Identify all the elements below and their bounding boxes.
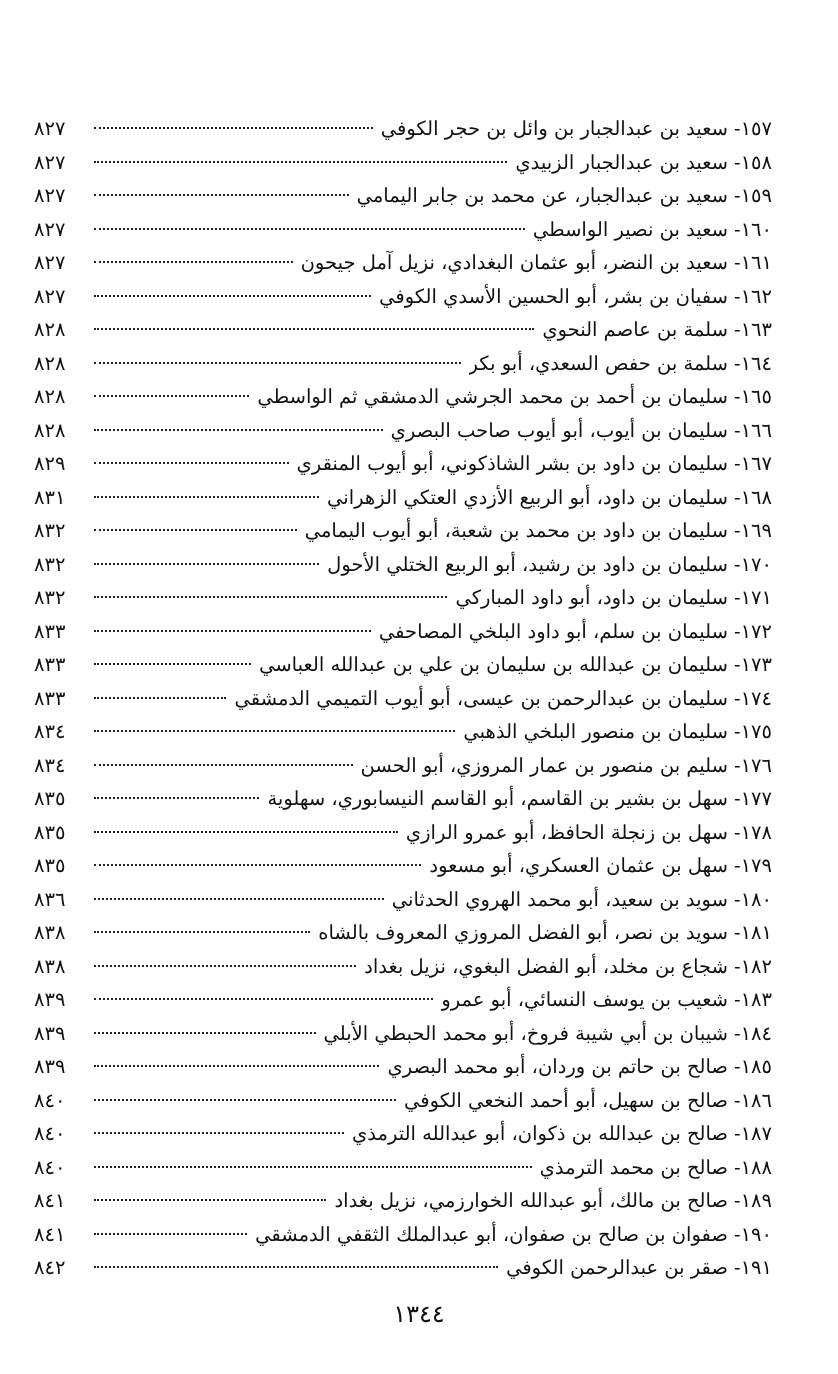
entry-number: ١٨٧- bbox=[733, 1122, 772, 1145]
dot-leader bbox=[94, 295, 371, 297]
toc-entry bbox=[34, 313, 772, 347]
entry-page-number: ٨٣٦ bbox=[34, 887, 66, 911]
entry-number: ١٦٢- bbox=[733, 284, 772, 308]
dot-leader bbox=[94, 630, 371, 632]
toc-entry bbox=[34, 782, 772, 816]
dot-leader bbox=[94, 596, 447, 598]
entry-number: ١٨٣- bbox=[733, 988, 772, 1011]
dot-leader bbox=[94, 462, 289, 464]
toc-entry bbox=[34, 213, 772, 247]
entry-page-number: ٨٢٧ bbox=[34, 284, 66, 308]
dot-leader bbox=[94, 1233, 247, 1235]
entry-page-number: ٨٤٠ bbox=[34, 1155, 66, 1179]
toc-entry bbox=[34, 615, 772, 649]
entry-number: ١٧٥- bbox=[733, 720, 772, 743]
toc-entry bbox=[34, 849, 772, 883]
entry-title: سعيد بن النضر، أبو عثمان البغدادي، نزيل آمل جيحون bbox=[300, 251, 728, 274]
dot-leader bbox=[94, 998, 433, 1000]
entry-number: ١٧٤- bbox=[733, 686, 772, 710]
page-number: ١٣٤٤ bbox=[393, 1300, 445, 1328]
toc-entry bbox=[34, 179, 772, 213]
entry-title: سليمان بن سلم، أبو داود البلخي المصاحفي bbox=[378, 619, 728, 643]
dot-leader bbox=[94, 328, 534, 330]
entry-page-number: ٨٣٣ bbox=[34, 653, 66, 676]
toc-entry bbox=[34, 983, 772, 1017]
entry-title: صالح بن حاتم بن وردان، أبو محمد البصري bbox=[387, 1055, 728, 1078]
toc-entry bbox=[34, 950, 772, 984]
entry-title: سليمان بن داود، أبو داود المباركي bbox=[455, 586, 728, 609]
dot-leader bbox=[94, 1266, 498, 1268]
toc-entry bbox=[34, 1218, 772, 1252]
toc-entry bbox=[34, 1251, 772, 1285]
entry-title: صالح بن سهيل، أبو أحمد النخعي الكوفي bbox=[404, 1088, 728, 1112]
entry-number: ١٨٤- bbox=[733, 1021, 772, 1045]
toc-entry bbox=[34, 246, 772, 280]
entry-page-number: ٨٣٣ bbox=[34, 619, 66, 643]
entry-title: سعيد بن نصير الواسطي bbox=[532, 217, 728, 241]
dot-leader bbox=[94, 529, 297, 531]
dot-leader bbox=[94, 1065, 379, 1067]
entry-page-number: ٨٣٢ bbox=[34, 552, 66, 576]
entry-page-number: ٨٢٧ bbox=[34, 251, 66, 274]
toc-entry bbox=[34, 715, 772, 749]
entry-number: ١٦٣- bbox=[733, 318, 772, 341]
toc-entry bbox=[34, 883, 772, 917]
toc-entry bbox=[34, 916, 772, 950]
entry-number: ١٨٦- bbox=[733, 1088, 772, 1112]
entry-number: ١٩٠- bbox=[733, 1222, 772, 1246]
entry-page-number: ٨٣٢ bbox=[34, 519, 66, 542]
toc-entry bbox=[34, 414, 772, 448]
dot-leader bbox=[94, 395, 249, 397]
toc-entry bbox=[34, 514, 772, 548]
entry-title: سويد بن سعيد، أبو محمد الهروي الحدثاني bbox=[391, 887, 728, 911]
entry-page-number: ٨٣٥ bbox=[34, 787, 66, 810]
entry-title: سلمة بن عاصم النحوي bbox=[542, 318, 728, 341]
entry-page-number: ٨٣٩ bbox=[34, 1021, 66, 1045]
entry-page-number: ٨٣٩ bbox=[34, 988, 66, 1011]
dot-leader bbox=[94, 261, 293, 263]
toc-entry bbox=[34, 380, 772, 414]
table-of-contents bbox=[34, 112, 772, 1285]
toc-entry bbox=[34, 1117, 772, 1151]
entry-title: صفوان بن صالح بن صفوان، أبو عبدالملك الثقفي الدمشقي bbox=[255, 1222, 728, 1246]
dot-leader bbox=[94, 1199, 326, 1201]
entry-title: سليم بن منصور بن عمار المروزي، أبو الحسن bbox=[360, 753, 728, 777]
entry-number: ١٥٧- bbox=[733, 117, 772, 140]
entry-number: ١٧٠- bbox=[733, 552, 772, 576]
entry-page-number: ٨٣٥ bbox=[34, 854, 66, 877]
toc-entry bbox=[34, 481, 772, 515]
entry-page-number: ٨٣٨ bbox=[34, 921, 66, 944]
entry-page-number: ٨٤١ bbox=[34, 1189, 66, 1212]
entry-title: سهل بن عثمان العسكري، أبو مسعود bbox=[429, 854, 728, 877]
toc-entry bbox=[34, 749, 772, 783]
dot-leader bbox=[94, 362, 461, 364]
entry-number: ١٨٥- bbox=[733, 1055, 772, 1078]
toc-entry bbox=[34, 581, 772, 615]
entry-number: ١٦٥- bbox=[733, 385, 772, 408]
toc-entry bbox=[34, 1017, 772, 1051]
toc-entry bbox=[34, 347, 772, 381]
entry-title: سليمان بن منصور البلخي الذهبي bbox=[463, 720, 728, 743]
entry-number: ١٨٢- bbox=[733, 954, 772, 978]
toc-entry bbox=[34, 682, 772, 716]
entry-title: سليمان بن أيوب، أبو أيوب صاحب البصري bbox=[390, 418, 728, 442]
entry-page-number: ٨٣٨ bbox=[34, 954, 66, 978]
toc-entry bbox=[34, 816, 772, 850]
entry-page-number: ٨٢٧ bbox=[34, 150, 66, 174]
entry-page-number: ٨٢٨ bbox=[34, 385, 66, 408]
entry-title: سهل بن زنجلة الحافظ، أبو عمرو الرازي bbox=[405, 820, 728, 844]
entry-title: سليمان بن داود، أبو الربيع الأزدي العتكي الزهراني bbox=[327, 485, 728, 509]
dot-leader bbox=[94, 1132, 344, 1134]
entry-title: سعيد بن عبدالجبار بن وائل بن حجر الكوفي bbox=[380, 117, 728, 140]
entry-page-number: ٨٢٧ bbox=[34, 117, 66, 140]
toc-entry bbox=[34, 280, 772, 314]
entry-page-number: ٨٢٩ bbox=[34, 452, 66, 475]
entry-page-number: ٨٢٨ bbox=[34, 318, 66, 341]
entry-number: ١٦٩- bbox=[733, 519, 772, 542]
dot-leader bbox=[94, 496, 319, 498]
entry-number: ١٦٤- bbox=[733, 351, 772, 375]
entry-title: سعيد بن عبدالجبار، عن محمد بن جابر اليمامي bbox=[356, 184, 728, 207]
entry-number: ١٩١- bbox=[733, 1256, 772, 1279]
entry-number: ١٥٨- bbox=[733, 150, 772, 174]
entry-number: ١٧٢- bbox=[733, 619, 772, 643]
entry-title: سليمان بن عبدالله بن سليمان بن علي بن عبدالله العباسي bbox=[259, 653, 728, 676]
toc-entry bbox=[34, 1184, 772, 1218]
dot-leader bbox=[94, 563, 319, 565]
entry-page-number: ٨٤١ bbox=[34, 1222, 66, 1246]
toc-entry bbox=[34, 1050, 772, 1084]
dot-leader bbox=[94, 898, 384, 900]
entry-number: ١٨١- bbox=[733, 921, 772, 944]
toc-entry bbox=[34, 447, 772, 481]
dot-leader bbox=[94, 965, 356, 967]
entry-page-number: ٨٤٠ bbox=[34, 1088, 66, 1112]
toc-entry bbox=[34, 548, 772, 582]
entry-title: سويد بن نصر، أبو الفضل المروزي المعروف بالشاه bbox=[318, 921, 728, 944]
entry-title: سلمة بن حفص السعدي، أبو بكر bbox=[468, 351, 728, 375]
entry-title: صالح بن مالك، أبو عبدالله الخوارزمي، نزيل بغداد bbox=[334, 1189, 728, 1212]
entry-number: ١٧٨- bbox=[733, 820, 772, 844]
entry-page-number: ٨٢٧ bbox=[34, 217, 66, 241]
entry-title: سليمان بن عبدالرحمن بن عيسى، أبو أيوب التميمي الدمشقي bbox=[234, 686, 728, 710]
dot-leader bbox=[94, 831, 398, 833]
entry-title: سليمان بن داود بن بشر الشاذكوني، أبو أيوب المنقري bbox=[296, 452, 728, 475]
entry-page-number: ٨٢٧ bbox=[34, 184, 66, 207]
entry-page-number: ٨٣١ bbox=[34, 485, 66, 509]
toc-entry bbox=[34, 146, 772, 180]
entry-title: سفيان بن بشر، أبو الحسين الأسدي الكوفي bbox=[379, 284, 728, 308]
entry-title: سعيد بن عبدالجبار الزبيدي bbox=[515, 150, 728, 174]
entry-title: شجاع بن مخلد، أبو الفضل البغوي، نزيل بغداد bbox=[364, 954, 728, 978]
entry-page-number: ٨٢٨ bbox=[34, 351, 66, 375]
entry-number: ١٧٧- bbox=[733, 787, 772, 810]
entry-page-number: ٨٣٤ bbox=[34, 753, 66, 777]
dot-leader bbox=[94, 194, 349, 196]
entry-title: صقر بن عبدالرحمن الكوفي bbox=[506, 1256, 728, 1279]
dot-leader bbox=[94, 1166, 532, 1168]
toc-entry bbox=[34, 648, 772, 682]
entry-page-number: ٨٤٠ bbox=[34, 1122, 66, 1145]
entry-title: سليمان بن داود بن محمد بن شعبة، أبو أيوب اليمامي bbox=[304, 519, 728, 542]
entry-number: ١٦٨- bbox=[733, 485, 772, 509]
entry-title: صالح بن عبدالله بن ذكوان، أبو عبدالله الترمذي bbox=[352, 1122, 728, 1145]
toc-entry bbox=[34, 1084, 772, 1118]
dot-leader bbox=[94, 1099, 396, 1101]
dot-leader bbox=[94, 764, 353, 766]
entry-page-number: ٨٣٤ bbox=[34, 720, 66, 743]
entry-number: ١٦٦- bbox=[733, 418, 772, 442]
entry-page-number: ٨٣٢ bbox=[34, 586, 66, 609]
entry-page-number: ٨٣٣ bbox=[34, 686, 66, 710]
entry-number: ١٧٣- bbox=[733, 653, 772, 676]
entry-title: سليمان بن أحمد بن محمد الجرشي الدمشقي ثم الواسطي bbox=[257, 385, 728, 408]
dot-leader bbox=[94, 1032, 316, 1034]
entry-page-number: ٨٢٨ bbox=[34, 418, 66, 442]
entry-page-number: ٨٤٢ bbox=[34, 1256, 66, 1279]
dot-leader bbox=[94, 228, 525, 230]
entry-title: سهل بن بشير بن القاسم، أبو القاسم النيسابوري، سهلوية bbox=[267, 787, 728, 810]
entry-number: ١٧١- bbox=[733, 586, 772, 609]
entry-title: شعيب بن يوسف النسائي، أبو عمرو bbox=[441, 988, 728, 1011]
entry-number: ١٦٠- bbox=[733, 217, 772, 241]
dot-leader bbox=[94, 127, 373, 129]
dot-leader bbox=[94, 161, 507, 163]
entry-number: ١٨٩- bbox=[733, 1189, 772, 1212]
dot-leader bbox=[94, 931, 310, 933]
dot-leader bbox=[94, 864, 421, 866]
dot-leader bbox=[94, 663, 251, 665]
entry-title: صالح بن محمد الترمذي bbox=[539, 1155, 728, 1179]
entry-number: ١٥٩- bbox=[733, 184, 772, 207]
entry-page-number: ٨٣٥ bbox=[34, 820, 66, 844]
entry-number: ١٦٧- bbox=[733, 452, 772, 475]
entry-number: ١٨٨- bbox=[733, 1155, 772, 1179]
entry-number: ١٨٠- bbox=[733, 887, 772, 911]
dot-leader bbox=[94, 697, 226, 699]
entry-number: ١٦١- bbox=[733, 251, 772, 274]
toc-entry bbox=[34, 1151, 772, 1185]
entry-number: ١٧٩- bbox=[733, 854, 772, 877]
dot-leader bbox=[94, 797, 259, 799]
entry-page-number: ٨٣٩ bbox=[34, 1055, 66, 1078]
dot-leader bbox=[94, 730, 455, 732]
entry-number: ١٧٦- bbox=[733, 753, 772, 777]
entry-title: سليمان بن داود بن رشيد، أبو الربيع الختلي الأحول bbox=[327, 552, 728, 576]
toc-entry bbox=[34, 112, 772, 146]
entry-title: شيبان بن أبي شيبة فروخ، أبو محمد الحبطي الأبلي bbox=[323, 1021, 728, 1045]
dot-leader bbox=[94, 429, 383, 431]
